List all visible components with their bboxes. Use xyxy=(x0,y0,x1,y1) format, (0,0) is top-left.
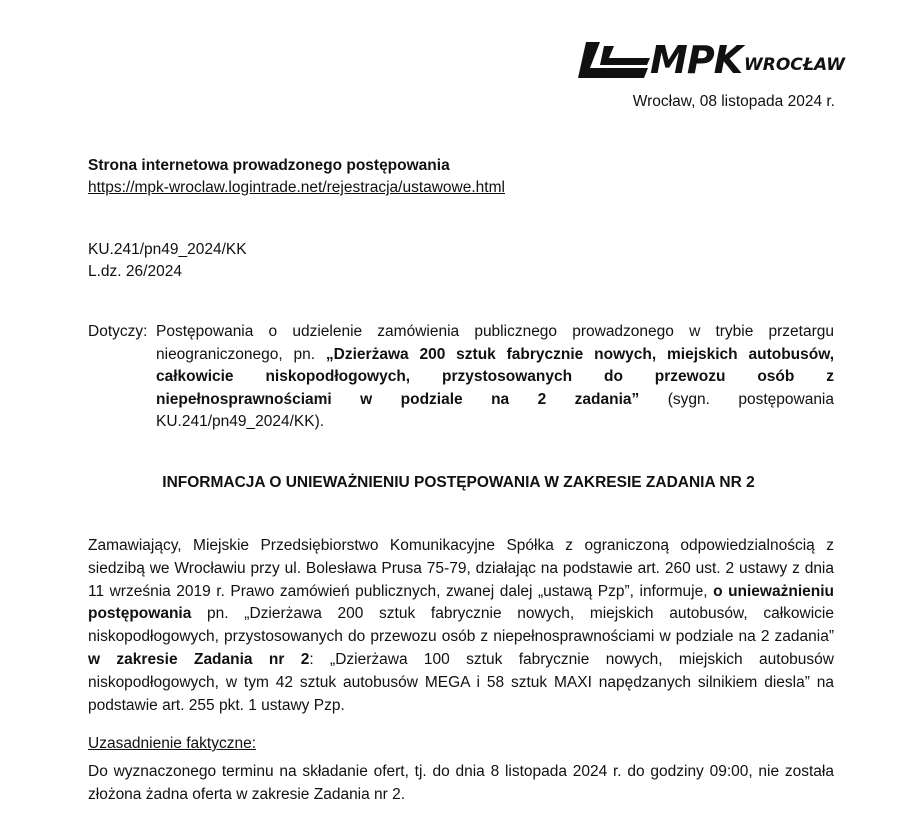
main-paragraph-procedure-name: pn. „Dzierżawa 200 sztuk fabrycznie nowych, miejskich autobusów, całkowicie niskopodłogowych, przystosowanych do przewozu osób z niepełnosprawnościami w podziale na 2 zadania” xyxy=(88,605,834,646)
main-paragraph-cancellation: o unieważnieniu postępowania xyxy=(88,582,834,623)
subject-text-title: „Dzierżawa 200 sztuk fabrycznie nowych, miejskich autobusów, całkowicie niskopodłogowych, przystosowanych do przewozu osób z niepełnosprawnościami w podziale na 2 zadania” xyxy=(156,345,835,408)
reference-number: KU.241/pn49_2024/KK xyxy=(88,241,247,258)
references-section xyxy=(88,239,247,283)
main-paragraph-task-details: : „Dzierżawa 100 sztuk fabrycznie nowych, miejskich autobusów niskopodłogowych, w tym 42 sztuk autobusów MEGA i 58 sztuk MAXI napędzanych silnikiem diesla” na podstawie art. 255 pkt. 1 ustawy Pzp. xyxy=(88,650,834,714)
logo-text-mpk: MPK xyxy=(650,38,743,82)
subject-section xyxy=(88,321,834,434)
website-url-link[interactable]: https://mpk-wroclaw.logintrade.net/rejestracja/ustawowe.html xyxy=(88,179,505,196)
document-date: Wrocław, 08 listopada 2024 r. xyxy=(632,93,835,110)
document-heading: INFORMACJA O UNIEWAŻNIENIU POSTĘPOWANIA W ZAKRESIE ZADANIA NR 2 xyxy=(162,474,755,491)
logo-text-city: WROCŁAW xyxy=(744,55,845,75)
subject-text-part3: (sygn. postępowania KU.241/pn49_2024/KK). xyxy=(156,390,834,430)
justification-text: Do wyznaczonego terminu na składanie ofert, tj. do dnia 8 listopada 2024 r. do godziny 09:00, nie została złożona żadna oferta w zakresie Zadania nr 2. xyxy=(88,763,834,803)
subject-label: Dotyczy: xyxy=(88,323,148,340)
main-paragraph xyxy=(88,535,834,717)
website-section xyxy=(88,155,505,199)
main-paragraph-task-scope: w zakresie Zadania nr 2 xyxy=(88,650,310,668)
company-logo xyxy=(578,38,845,82)
main-paragraph-intro: Zamawiający, Miejskie Przedsiębiorstwo Komunikacyjne Spółka z ograniczoną odpowiedzialnością z siedzibą we Wrocławiu przy ul. Bolesława Prusa 75-79, działając na podstawie art. 260 ust. 2 ustawy z dnia 11 września 2019 r. Prawo zamówień publicznych, zwanej dalej „ustawą Pzp”, informuje, xyxy=(88,537,834,600)
journal-number: L.dz. 26/2024 xyxy=(88,263,182,280)
subject-text-part1: Postępowania o udzielenie zamówienia publicznego prowadzonego w trybie przetargu nieograniczonego, pn. xyxy=(156,323,834,363)
website-title: Strona internetowa prowadzonego postępowania xyxy=(88,157,450,174)
mpk-logo-icon xyxy=(578,38,652,82)
subject-text xyxy=(156,321,834,434)
justification-title: Uzasadnienie faktyczne: xyxy=(88,735,257,752)
